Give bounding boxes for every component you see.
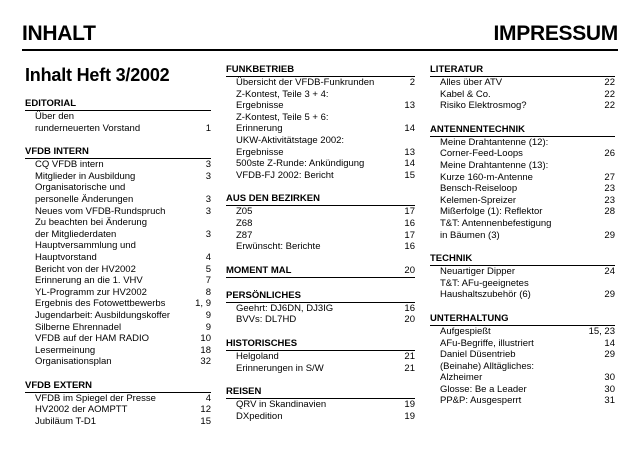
toc-entry-title: Erinnerungen in S/W [236, 362, 324, 374]
toc-entry [430, 137, 615, 160]
section-heading: UNTERHALTUNG [430, 313, 615, 326]
toc-entry [25, 298, 211, 310]
toc-entry-title: Z-Kontest, Teile 5 + 6: Erinnerung [236, 111, 329, 135]
toc-entry-page: 15, 23 [588, 325, 615, 337]
toc-entry [25, 171, 211, 183]
toc-section [226, 386, 415, 422]
toc-entry-title: Jugendarbeit: Ausbildungskoffer [35, 309, 171, 321]
toc-entry [25, 393, 211, 405]
toc-entry-page: 4 [205, 251, 211, 263]
toc-entry-title: QRV in Skandinavien [236, 399, 327, 411]
toc-entry [25, 206, 211, 218]
toc-column-1 [25, 64, 211, 440]
toc-entry [430, 195, 615, 207]
section-heading: VFDB INTERN [25, 146, 211, 159]
toc-entry-page: 3 [205, 159, 211, 171]
toc-section [25, 380, 211, 428]
toc-entry-title: Organisatorische und personelle Änderungen [35, 182, 134, 205]
toc-entry-title: Erinnerung an die 1. VHV [35, 275, 143, 287]
toc-entry-page: 14 [404, 158, 415, 170]
toc-entry-title: Zu beachten bei Änderung der Mitgliederdaten [35, 217, 147, 240]
toc-entry [430, 338, 615, 350]
toc-entry-title: Mißerfolge (1): Reflektor [440, 206, 543, 218]
toc-entry [25, 240, 211, 263]
toc-entry-title: HV2002 der AOMPTT [35, 404, 128, 416]
toc-entry [430, 361, 615, 384]
toc-entry [226, 112, 415, 135]
toc-entry-page: 23 [604, 183, 615, 195]
toc-entry-title: Erwünscht: Berichte [236, 241, 321, 253]
toc-entry [226, 89, 415, 112]
toc-entry-page: 30 [604, 372, 615, 384]
toc-entry-page: 22 [604, 77, 615, 88]
toc-column-2 [226, 64, 415, 434]
toc-entry-page: 27 [604, 171, 615, 183]
toc-entry-title: VFDB auf der HAM RADIO [35, 333, 150, 345]
section-heading: ANTENNENTECHNIK [430, 124, 615, 137]
toc-entry-title: Kelemen-Spreizer [440, 194, 517, 206]
toc-entry-page: 29 [604, 349, 615, 361]
toc-entry-title: DXpedition [236, 410, 283, 422]
toc-entry-title: Z87 [236, 229, 253, 241]
toc-entry [25, 345, 211, 357]
toc-section [25, 146, 211, 368]
toc-section [226, 338, 415, 374]
toc-section [430, 253, 615, 301]
toc-entry-page: 24 [604, 266, 615, 278]
toc-entry-title: Z-Kontest, Teile 3 + 4: Ergebnisse [236, 88, 329, 112]
toc-entry-page: 3 [205, 170, 211, 182]
toc-entry-page: 13 [404, 146, 415, 158]
header-title-impressum: IMPRESSUM [493, 22, 618, 45]
toc-entry-page: 2 [409, 77, 415, 88]
toc-entry-title: Neues vom VFDB-Rundspruch [35, 205, 166, 217]
toc-entry-title: Ergebnis des Fotowettbewerbs [35, 298, 166, 310]
toc-entry-page: 17 [404, 229, 415, 241]
toc-entry-title: Über den runderneuerten Vorstand [35, 111, 141, 134]
toc-section [430, 64, 615, 112]
toc-entry-title: YL-Programm zur HV2002 [35, 286, 147, 298]
toc-entry [25, 182, 211, 205]
section-heading: AUS DEN BEZIRKEN [226, 193, 415, 206]
toc-entry [25, 404, 211, 416]
toc-entry-page: 12 [200, 404, 211, 416]
toc-entry-title: UKW-Aktivitätstage 2002: Ergebnisse [236, 134, 345, 158]
toc-entry [226, 314, 415, 326]
toc-entry-page: 16 [404, 302, 415, 314]
toc-entry-page: 15 [200, 416, 211, 428]
toc-entry-title: (Beinahe) Alltägliches: Alzheimer [440, 360, 534, 384]
toc-entry-title: 500ste Z-Runde: Ankündigung [236, 158, 365, 170]
toc-entry-page: 3 [205, 205, 211, 217]
section-heading: HISTORISCHES [226, 338, 415, 351]
toc-entry-page: 5 [205, 263, 211, 275]
toc-entry-title: AFu-Begriffe, illustriert [440, 337, 534, 349]
toc-entry-title: Aufgespießt [440, 325, 491, 337]
toc-entry-title: VFDB im Spiegel der Presse [35, 392, 156, 404]
toc-entry-title: Z68 [236, 217, 253, 229]
toc-entry-page: 23 [604, 194, 615, 206]
toc-entry [430, 349, 615, 361]
toc-entry [226, 303, 415, 315]
section-heading: EDITORIAL [25, 98, 211, 111]
toc-entry [226, 158, 415, 170]
toc-entry-title: Mitglieder in Ausbildung [35, 170, 136, 182]
toc-entry-page: 16 [404, 241, 415, 253]
toc-entry [226, 170, 415, 182]
toc-entry-page: 31 [604, 395, 615, 407]
toc-entry [430, 77, 615, 89]
section-heading-text: MOMENT MAL [226, 264, 292, 276]
toc-entry-title: Kabel & Co. [440, 88, 491, 100]
toc-entry-title: Organisationsplan [35, 356, 112, 368]
page-header [22, 21, 618, 51]
toc-entry-title: Glosse: Be a Leader [440, 383, 527, 395]
toc-entry-title: Bensch-Reiseloop [440, 183, 518, 195]
toc-entry-page: 30 [604, 383, 615, 395]
toc-entry-page: 7 [205, 275, 211, 287]
toc-entry-page: 28 [604, 206, 615, 218]
toc-entry-page: 9 [205, 309, 211, 321]
toc-entry [430, 384, 615, 396]
toc-entry-page: 17 [404, 206, 415, 218]
toc-entry-title: Alles über ATV [440, 77, 503, 88]
toc-entry [430, 100, 615, 112]
toc-entry-title: BVVs: DL7HD [236, 314, 297, 326]
header-title-inhalt: INHALT [22, 22, 96, 45]
toc-entry [25, 322, 211, 334]
toc-entry-page: 22 [604, 88, 615, 100]
toc-entry-title: T&T: AFu-geeignetes Haushaltszubehör (6) [440, 277, 531, 301]
toc-entry-page: 32 [200, 356, 211, 368]
toc-entry-page: 19 [404, 399, 415, 411]
toc-entry-title: Z05 [236, 206, 253, 218]
toc-entry-title: PP&P: Ausgesperrt [440, 395, 522, 407]
toc-entry-title: Hauptversammlung und Hauptvorstand [35, 240, 136, 263]
section-heading: FUNKBETRIEB [226, 64, 415, 77]
toc-entry [25, 287, 211, 299]
toc-entry-page: 9 [205, 321, 211, 333]
toc-entry-page: 13 [404, 100, 415, 112]
toc-entry-page: 1, 9 [195, 298, 211, 310]
toc-entry-page: 18 [200, 344, 211, 356]
toc-entry-page: 14 [404, 123, 415, 135]
toc-entry [226, 363, 415, 375]
toc-entry [25, 356, 211, 368]
toc-entry-title: Lesermeinung [35, 344, 96, 356]
toc-entry-page: 20 [404, 314, 415, 326]
toc-entry-page: 3 [205, 228, 211, 240]
toc-entry-page: 16 [404, 217, 415, 229]
toc-entry-page: 21 [404, 350, 415, 362]
toc-entry-title: Neuartiger Dipper [440, 266, 515, 278]
toc-section [226, 265, 415, 278]
toc-entry-title: Bericht von der HV2002 [35, 263, 136, 275]
toc-section [226, 290, 415, 326]
section-heading: VFDB EXTERN [25, 380, 211, 393]
toc-entry [430, 160, 615, 183]
issue-title: Inhalt Heft 3/2002 [25, 65, 170, 85]
toc-entry-title: Meine Drahtantenne (12): Corner-Feed-Loops [440, 136, 549, 160]
toc-entry-title: Helgoland [236, 350, 279, 362]
toc-entry [25, 333, 211, 345]
toc-entry-title: Meine Drahtantenne (13): Kurze 160-m-Antenne [440, 159, 549, 183]
toc-entry [226, 206, 415, 218]
toc-entry-title: Übersicht der VFDB-Funkrunden [236, 77, 375, 88]
toc-entry-title: Geehrt: DJ6DN, DJ3IG [236, 302, 334, 314]
toc-entry [226, 411, 415, 423]
toc-entry [430, 266, 615, 278]
toc-entry [226, 135, 415, 158]
section-heading: LITERATUR [430, 64, 615, 77]
toc-entry-title: Silberne Ehrennadel [35, 321, 122, 333]
toc-entry-page: 29 [604, 289, 615, 301]
toc-entry [25, 159, 211, 171]
section-heading: PERSÖNLICHES [226, 290, 415, 303]
toc-entry [25, 217, 211, 240]
toc-section [430, 124, 615, 241]
toc-entry [430, 89, 615, 101]
toc-entry-page: 3 [205, 193, 211, 205]
toc-entry-title: T&T: Antennenbefestigung in Bäumen (3) [440, 217, 552, 241]
toc-section [25, 98, 211, 134]
toc-entry-title: VFDB-FJ 2002: Bericht [236, 169, 334, 181]
toc-entry [430, 206, 615, 218]
toc-entry [226, 351, 415, 363]
toc-section [226, 64, 415, 181]
toc-entry [430, 395, 615, 407]
toc-entry-page: 10 [200, 333, 211, 345]
toc-entry-page: 4 [205, 392, 211, 404]
toc-entry-page: 1 [205, 122, 211, 134]
toc-entry-title: Risiko Elektrosmog? [440, 100, 527, 112]
toc-entry [226, 399, 415, 411]
toc-entry-page: 14 [604, 337, 615, 349]
toc-entry [25, 416, 211, 428]
section-heading: REISEN [226, 386, 415, 399]
toc-entry-title: Jubiläum T-D1 [35, 416, 97, 428]
toc-entry [25, 264, 211, 276]
toc-entry [226, 230, 415, 242]
toc-column-3 [430, 64, 615, 419]
toc-entry [226, 241, 415, 253]
toc-entry [430, 278, 615, 301]
toc-entry-title: Daniel Düsentrieb [440, 349, 516, 361]
toc-entry [25, 275, 211, 287]
toc-entry-page: 26 [604, 148, 615, 160]
toc-entry [226, 77, 415, 89]
toc-entry [430, 218, 615, 241]
toc-entry-page: 29 [604, 229, 615, 241]
toc-entry [226, 218, 415, 230]
section-heading: TECHNIK [430, 253, 615, 266]
toc-entry-page: 22 [604, 100, 615, 112]
toc-entry-page: 8 [205, 286, 211, 298]
toc-entry-page: 15 [404, 169, 415, 181]
toc-entry [25, 310, 211, 322]
toc-entry [430, 183, 615, 195]
toc-entry [430, 326, 615, 338]
toc-section [430, 313, 615, 407]
toc-entry-page: 19 [404, 410, 415, 422]
toc-section [226, 193, 415, 252]
section-heading [226, 265, 415, 278]
section-page-number: 20 [404, 264, 415, 276]
toc-entry [25, 111, 211, 134]
toc-entry-page: 21 [404, 362, 415, 374]
toc-entry-title: CQ VFDB intern [35, 159, 104, 171]
